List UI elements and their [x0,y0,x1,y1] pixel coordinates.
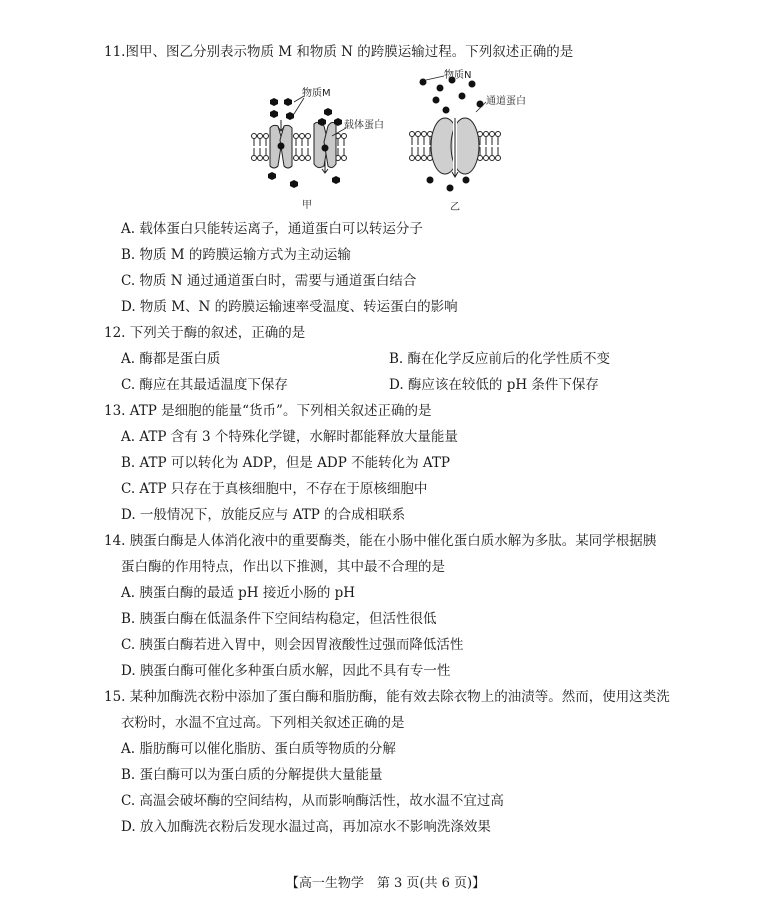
q14-option-a: A. 胰蛋白酶的最适 pH 接近小肠的 pH [121,585,356,601]
q14-option-c: C. 胰蛋白酶若进入胃中，则会因胃液酸性过强而降低活性 [121,637,464,653]
label-substance-n: 物质N [444,70,472,81]
q12-option-c: C. 酶应在其最适温度下保存 [121,377,288,393]
q15-stem-line1: 15. 某种加酶洗衣粉中添加了蛋白酶和脂肪酶，能有效去除衣物上的油渍等。然而，使用这类洗 [104,689,670,705]
q11-stem: 11.图甲、图乙分别表示物质 M 和物质 N 的跨膜运输过程。下列叙述正确的是 [104,44,574,60]
q14-option-d: D. 胰蛋白酶可催化多种蛋白质水解，因此不具有专一性 [121,663,451,679]
q15-option-a: A. 脂肪酶可以催化脂肪、蛋白质等物质的分解 [121,741,396,757]
q13-option-d: D. 一般情况下，放能反应与 ATP 的合成相联系 [121,507,406,523]
q15-stem-line2: 衣粉时，水温不宜过高。下列相关叙述正确的是 [121,715,405,731]
figure-b-channel [410,68,527,213]
caption-figure-b: 乙 [450,202,460,213]
q11-option-a: A. 载体蛋白只能转运离子，通道蛋白可以转运分子 [121,221,423,237]
q14-stem-line1: 14. 胰蛋白酶是人体消化液中的重要酶类，能在小肠中催化蛋白质水解为多肽。某同学根据胰 [104,533,657,549]
label-substance-m: 物质M [302,88,331,99]
label-channel-protein: 通道蛋白 [486,96,526,107]
figure-a-carrier [252,86,385,211]
membrane-transport-figure [240,66,540,216]
q12-option-a: A. 酶都是蛋白质 [121,351,221,367]
q15-option-d: D. 放入加酶洗衣粉后发现水温过高，再加凉水不影响洗涤效果 [121,819,491,835]
q12-stem: 12. 下列关于酶的叙述，正确的是 [104,325,306,341]
q15-option-b: B. 蛋白酶可以为蛋白质的分解提供大量能量 [121,767,383,783]
label-carrier-protein: 载体蛋白 [344,120,384,131]
q13-option-c: C. ATP 只存在于真核细胞中，不存在于原核细胞中 [121,481,428,497]
caption-figure-a: 甲 [302,200,312,211]
q12-option-b: B. 酶在化学反应前后的化学性质不变 [389,351,611,367]
q11-option-c: C. 物质 N 通过通道蛋白时，需要与通道蛋白结合 [121,273,417,289]
q13-stem: 13. ATP 是细胞的能量“货币”。下列相关叙述正确的是 [104,403,432,419]
page-footer: 【高一生物学 第 3 页(共 6 页)】 [285,876,486,891]
q11-option-d: D. 物质 M、N 的跨膜运输速率受温度、转运蛋白的影响 [121,299,458,315]
q12-option-d: D. 酶应该在较低的 pH 条件下保存 [389,377,599,393]
q13-option-b: B. ATP 可以转化为 ADP，但是 ADP 不能转化为 ATP [121,455,450,471]
q11-option-b: B. 物质 M 的跨膜运输方式为主动运输 [121,247,351,263]
q14-stem-line2: 蛋白酶的作用特点，作出以下推测，其中最不合理的是 [121,559,445,575]
q13-option-a: A. ATP 含有 3 个特殊化学键，水解时都能释放大量能量 [121,429,458,445]
q15-option-c: C. 高温会破坏酶的空间结构，从而影响酶活性，故水温不宜过高 [121,793,504,809]
q14-option-b: B. 胰蛋白酶在低温条件下空间结构稳定，但活性很低 [121,611,437,627]
